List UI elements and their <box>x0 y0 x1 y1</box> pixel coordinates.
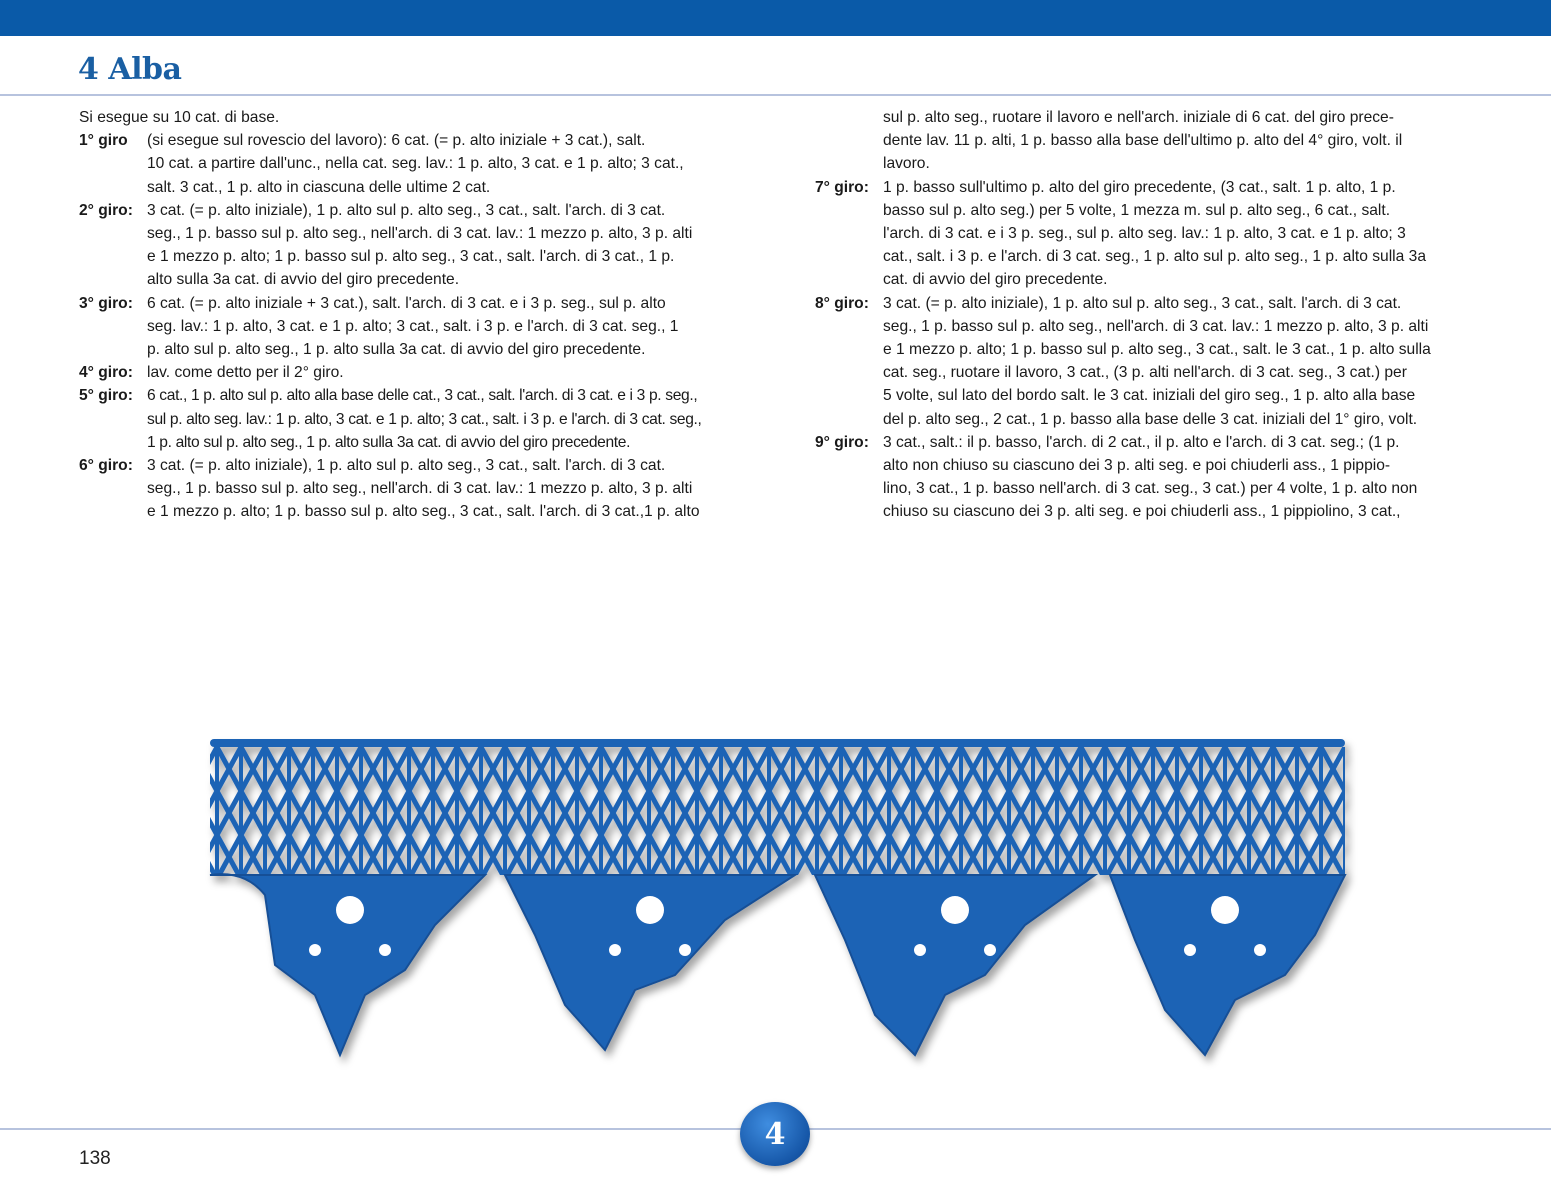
round-line: (si esegue sul rovescio del lavoro): 6 cat. (= p. alto iniziale + 3 cat.), salt. <box>147 132 646 150</box>
round-line: seg., 1 p. basso sul p. alto seg., nell'arch. di 3 cat. lav.: 1 mezzo p. alto, 3 p. alti <box>883 317 1429 335</box>
round-line: seg., 1 p. basso sul p. alto seg., nell'arch. di 3 cat. lav.: 1 mezzo p. alto, 3 p. alti <box>147 480 693 498</box>
round-label: 4° giro: <box>79 364 133 382</box>
lace-mesh <box>210 747 1345 875</box>
crochet-lace-photo <box>205 725 1365 1070</box>
header-divider <box>0 94 1551 96</box>
yarn-ball-badge <box>740 1102 810 1166</box>
round-label: 6° giro: <box>79 457 133 475</box>
instructions-left-column <box>79 106 739 524</box>
round-line: 3 cat., salt.: il p. basso, l'arch. di 2 cat., il p. alto e l'arch. di 3 cat. seg.; (1 p. <box>883 433 1400 451</box>
round-line: 3 cat. (= p. alto iniziale), 1 p. alto sul p. alto seg., 3 cat., salt. l'arch. di 3 cat. <box>883 294 1402 312</box>
round-line: lino, 3 cat., 1 p. basso nell'arch. di 3 cat. seg., 3 cat.) per 4 volte, 1 p. alto non <box>883 480 1418 498</box>
round-line: salt. 3 cat., 1 p. alto in ciascuna delle ultime 2 cat. <box>147 178 491 196</box>
round-2 <box>79 199 739 292</box>
round-label: 8° giro: <box>815 294 869 312</box>
pattern-number: 4 <box>764 1116 786 1152</box>
round-line: cat. di avvio del giro precedente. <box>883 271 1108 289</box>
round-line: 3 cat. (= p. alto iniziale), 1 p. alto sul p. alto seg., 3 cat., salt. l'arch. di 3 cat. <box>147 201 666 219</box>
round-line: e 1 mezzo p. alto; 1 p. basso sul p. alto seg., 3 cat., salt. l'arch. di 3 cat.,1 p. alto <box>147 503 700 521</box>
intro-text: Si esegue su 10 cat. di base. <box>79 109 280 126</box>
round-7 <box>815 176 1473 292</box>
lace-top-edge <box>210 739 1345 747</box>
round-line: dente lav. 11 p. alti, 1 p. basso alla base dell'ultimo p. alto del 4° giro, volt. il <box>883 132 1403 150</box>
round-label: 7° giro: <box>815 178 869 196</box>
top-color-bar <box>0 0 1551 36</box>
round-label: 1° giro <box>79 132 128 150</box>
round-8 <box>815 292 1473 431</box>
round-line: e 1 mezzo p. alto; 1 p. basso sul p. alto seg., 3 cat., salt. l'arch. di 3 cat., 1 p. <box>147 248 675 266</box>
round-line: 1 p. basso sull'ultimo p. alto del giro precedente, (3 cat., salt. 1 p. alto, 1 p. <box>883 178 1396 196</box>
round-label: 5° giro: <box>79 387 133 405</box>
round-line: 5 volte, sul lato del bordo salt. le 3 cat. iniziali del giro seg., 1 p. alto alla base <box>883 387 1416 405</box>
lace-scallops <box>210 874 1345 1055</box>
page-number: 138 <box>79 1148 111 1169</box>
round-line: seg., 1 p. basso sul p. alto seg., nell'arch. di 3 cat. lav.: 1 mezzo p. alto, 3 p. alti <box>147 225 693 243</box>
round-6 <box>79 454 739 524</box>
round-line: cat., salt. i 3 p. e l'arch. di 3 cat. seg., 1 p. alto sul p. alto seg., 1 p. alto sulla 3a <box>883 248 1426 266</box>
round-6-continuation <box>815 106 1473 176</box>
round-5 <box>79 384 739 454</box>
round-line: del p. alto seg., 2 cat., 1 p. basso alla base delle 3 cat. iniziali del 1° giro, volt. <box>883 410 1418 428</box>
instructions-right-column <box>815 106 1473 524</box>
round-label: 9° giro: <box>815 433 869 451</box>
lace-illustration <box>205 725 1365 1070</box>
round-line: 3 cat. (= p. alto iniziale), 1 p. alto sul p. alto seg., 3 cat., salt. l'arch. di 3 cat. <box>147 457 666 475</box>
round-label: 2° giro: <box>79 201 133 219</box>
round-line: e 1 mezzo p. alto; 1 p. basso sul p. alto seg., 3 cat., salt. le 3 cat., 1 p. alto sulla <box>883 341 1431 359</box>
round-line: lavoro. <box>883 155 930 173</box>
round-line: sul p. alto seg. lav.: 1 p. alto, 3 cat. e 1 p. alto; 3 cat., salt. i 3 p. e l'arch. di 3 cat. seg., <box>147 410 702 428</box>
round-line: sul p. alto seg., ruotare il lavoro e nell'arch. iniziale di 6 cat. del giro prece- <box>883 109 1394 126</box>
round-3 <box>79 292 739 362</box>
round-line: 10 cat. a partire dall'unc., nella cat. seg. lav.: 1 p. alto, 3 cat. e 1 p. alto; 3 cat., <box>147 155 684 173</box>
round-line: alto non chiuso su ciascuno dei 3 p. alti seg. e poi chiuderli ass., 1 pippio- <box>883 457 1391 475</box>
round-4 <box>79 361 739 384</box>
round-line: l'arch. di 3 cat. e i 3 p. seg., sul p. alto seg. lav.: 1 p. alto, 3 cat. e 1 p. alto; 3 <box>883 225 1406 243</box>
round-line: alto sulla 3a cat. di avvio del giro precedente. <box>147 271 460 289</box>
page-title: 4 Alba <box>78 52 182 87</box>
round-line: p. alto sul p. alto seg., 1 p. alto sulla 3a cat. di avvio del giro precedente. <box>147 341 646 359</box>
round-line: basso sul p. alto seg.) per 5 volte, 1 mezza m. sul p. alto seg., 6 cat., salt. <box>883 201 1391 219</box>
round-label: 3° giro: <box>79 294 133 312</box>
round-line: 6 cat., 1 p. alto sul p. alto alla base delle cat., 3 cat., salt. l'arch. di 3 cat. e i 3 p. seg., <box>147 387 698 405</box>
round-line: cat. seg., ruotare il lavoro, 3 cat., (3 p. alti nell'arch. di 3 cat. seg., 3 cat.) per <box>883 364 1407 382</box>
round-line: chiuso su ciascuno dei 3 p. alti seg. e poi chiuderli ass., 1 pippiolino, 3 cat., <box>883 503 1401 521</box>
round-line: seg. lav.: 1 p. alto, 3 cat. e 1 p. alto; 3 cat., salt. i 3 p. e l'arch. di 3 cat. seg., 1 <box>147 317 679 335</box>
round-9 <box>815 431 1473 524</box>
round-line: 6 cat. (= p. alto iniziale + 3 cat.), salt. l'arch. di 3 cat. e i 3 p. seg., sul p. alto <box>147 294 666 312</box>
round-1 <box>79 129 739 199</box>
round-line: lav. come detto per il 2° giro. <box>147 364 344 382</box>
round-line: 1 p. alto sul p. alto seg., 1 p. alto sulla 3a cat. di avvio del giro precedente. <box>147 433 631 451</box>
